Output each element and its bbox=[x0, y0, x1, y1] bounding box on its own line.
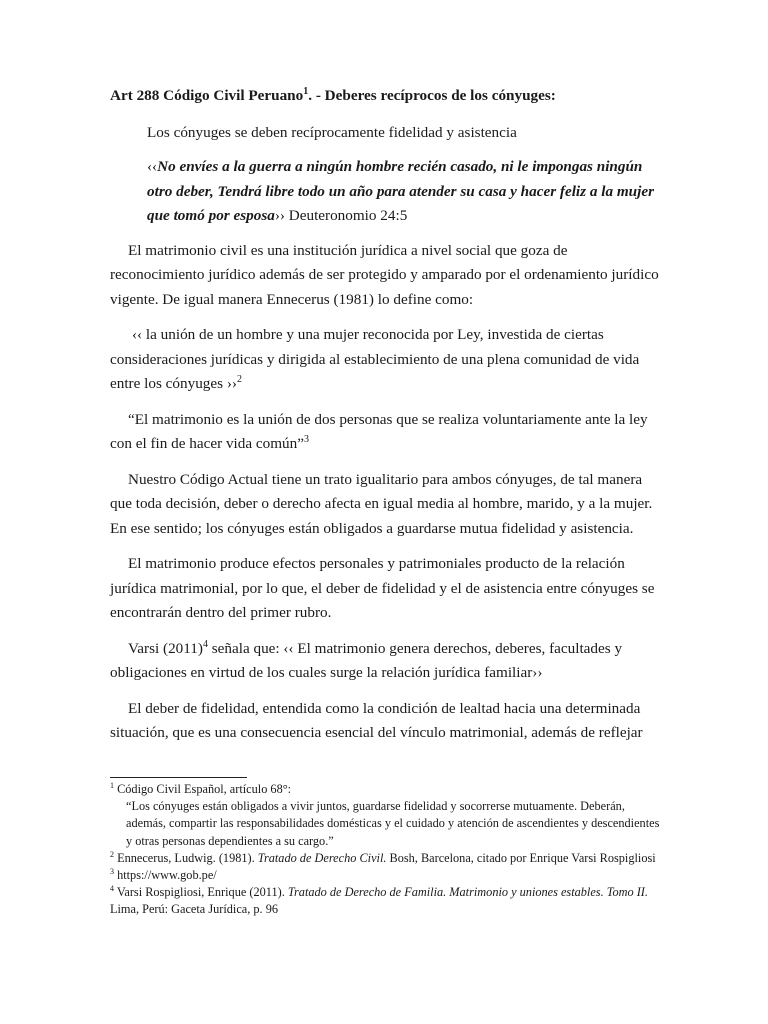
paragraph-3: El matrimonio produce efectos personales y patrimoniales producto de la relación jurídica matrimonial, por lo que, el deber de fidelidad y el de asistencia entre cónyuges se encontrarán dentro del primer rubro. bbox=[110, 555, 655, 621]
article-heading bbox=[110, 84, 660, 109]
ennecerus-quote bbox=[110, 323, 660, 397]
paragraph-4-start: Varsi (2011) bbox=[128, 639, 203, 657]
main-text bbox=[110, 84, 660, 757]
footnote-ref-1: 1 bbox=[303, 85, 309, 97]
paragraph-2: Nuestro Código Actual tiene un trato igualitario para ambos cónyuges, de tal manera que toda decisión, deber o derecho afecta en igual media al hombre, marido, y a la mujer. En ese sentido; los cónyuges están obligados a guardarse mutua fidelidad y asistencia. bbox=[110, 470, 653, 537]
footnote-1-title: Código Civil Español, artículo 68°: bbox=[114, 782, 292, 796]
bible-quote-source: Deuteronomio 24:5 bbox=[284, 207, 408, 224]
footnote-3-number: 3 bbox=[110, 866, 114, 876]
paragraph-1: El matrimonio civil es una institución jurídica a nivel social que goza de reconocimiento jurídico además de ser protegido y amparado por el ordenamiento jurídico vigente. De igual manera Ennecerus (1981) lo define como: bbox=[110, 241, 659, 308]
footnote-4-text-b: Lima, Perú: Gaceta Jurídica, p. 96 bbox=[110, 902, 279, 917]
footnote-4 bbox=[110, 884, 660, 918]
paragraph-4 bbox=[110, 637, 660, 686]
paragraph-4-rest: señala que: ‹‹ El matrimonio genera derechos, deberes, facultades y obligaciones en virtud de los cuales surge la relación jurídica familiar›› bbox=[110, 639, 623, 681]
footnote-ref-4: 4 bbox=[202, 638, 208, 650]
definition-quote bbox=[110, 408, 660, 457]
footnote-2-text-b: Bosh, Barcelona, citado por Enrique Varsi Rospigliosi bbox=[386, 850, 656, 865]
bible-quote-open: ‹‹ bbox=[147, 158, 158, 175]
footnote-3 bbox=[110, 867, 660, 884]
heading-title: Art 288 Código Civil Peruano bbox=[110, 87, 304, 104]
bible-quote-close: ›› bbox=[274, 207, 285, 224]
bible-quote bbox=[147, 155, 660, 229]
footnote-3-link[interactable]: https://www.gob.pe/ bbox=[114, 868, 217, 883]
bible-quote-text: No envíes a la guerra a ningún hombre recién casado, ni le impongas ningún otro deber, Tendrá libre todo un año para atender su casa y hacer feliz a la mujer que tomó por esposa bbox=[147, 158, 654, 224]
footnote-2-number: 2 bbox=[110, 849, 114, 859]
footnote-2 bbox=[110, 850, 660, 867]
footnotes bbox=[110, 781, 660, 919]
footnote-1-number: 1 bbox=[110, 780, 114, 790]
footnote-4-italic: Tratado de Derecho de Familia. Matrimonio y uniones estables. Tomo II. bbox=[287, 885, 648, 900]
article-quote-block bbox=[147, 121, 660, 229]
ennecerus-quote-text: ‹‹ la unión de un hombre y una mujer reconocida por Ley, investida de ciertas consideraciones jurídicas y dirigida al establecimiento de una plena comunidad de vida entre los cónyuges ›› bbox=[110, 326, 640, 392]
footnote-4-text-a: Varsi Rospigliosi, Enrique (2011). bbox=[114, 885, 288, 900]
paragraph-5: El deber de fidelidad, entendida como la condición de lealtad hacia una determinada situación, que es una consecuencia esencial del vínculo matrimonial, además de reflejar bbox=[110, 699, 643, 741]
footnote-ref-3: 3 bbox=[303, 433, 309, 445]
intro-line: Los cónyuges se deben recíprocamente fidelidad y asistencia bbox=[147, 123, 517, 141]
footnote-2-italic: Tratado de Derecho Civil. bbox=[257, 850, 387, 865]
footnote-2-text-a: Ennecerus, Ludwig. (1981). bbox=[114, 850, 258, 865]
footnote-ref-2: 2 bbox=[236, 373, 242, 385]
definition-quote-text: “El matrimonio es la unión de dos personas que se realiza voluntariamente ante la ley con el fin de hacer vida común” bbox=[110, 410, 648, 452]
footnote-divider bbox=[110, 777, 247, 778]
heading-rest: . - Deberes recíprocos de los cónyuges: bbox=[308, 87, 556, 104]
footnote-4-number: 4 bbox=[110, 884, 114, 894]
footnote-1-quote: “Los cónyuges están obligados a vivir juntos, guardarse fidelidad y socorrerse mutuamente. Deberán, además, compartir las responsabilidades domésticas y el cuidado y atención de ascendientes y descendientes y otras personas dependientes a su cargo.” bbox=[126, 799, 660, 848]
footnote-1 bbox=[110, 781, 660, 798]
